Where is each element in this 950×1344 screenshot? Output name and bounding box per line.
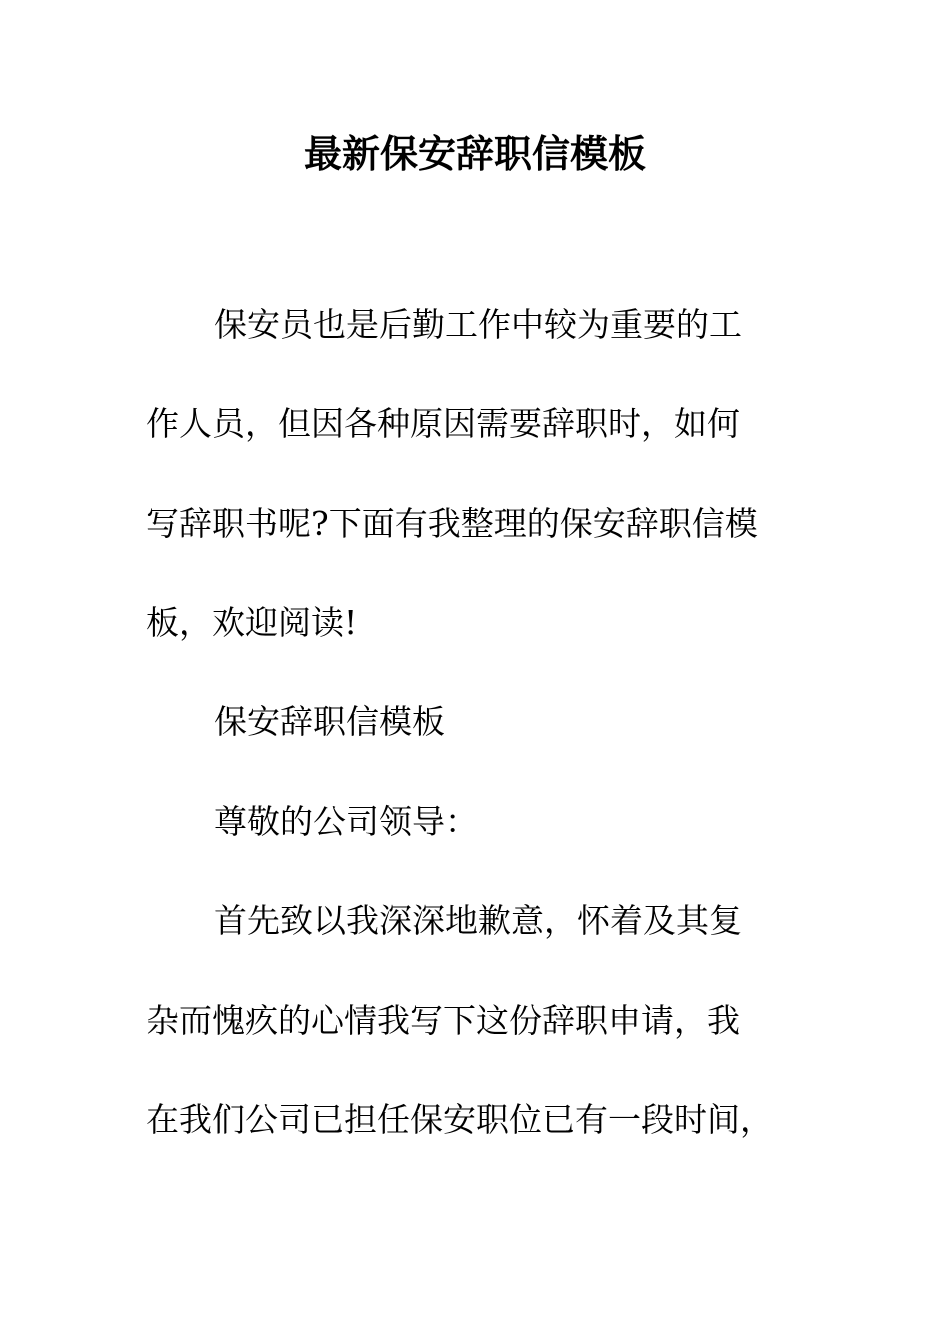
paragraph-line: 作人员，但因各种原因需要辞职时，如何: [146, 404, 740, 443]
paragraph-line: 板，欢迎阅读!: [146, 603, 358, 642]
paragraph-line: 首先致以我深深地歉意，怀着及其复: [214, 901, 742, 940]
section-heading: 保安辞职信模板: [214, 702, 445, 741]
paragraph-line: 写辞职书呢?下面有我整理的保安辞职信模: [146, 504, 758, 543]
salutation: 尊敬的公司领导：: [214, 802, 478, 841]
document-title: 最新保安辞职信模板: [303, 131, 646, 176]
paragraph-line: 保安员也是后勤工作中较为重要的工: [214, 305, 742, 344]
paragraph-line: 杂而愧疚的心情我写下这份辞职申请，我: [146, 1001, 740, 1040]
paragraph-line: 在我们公司已担任保安职位已有一段时间，: [146, 1100, 773, 1139]
